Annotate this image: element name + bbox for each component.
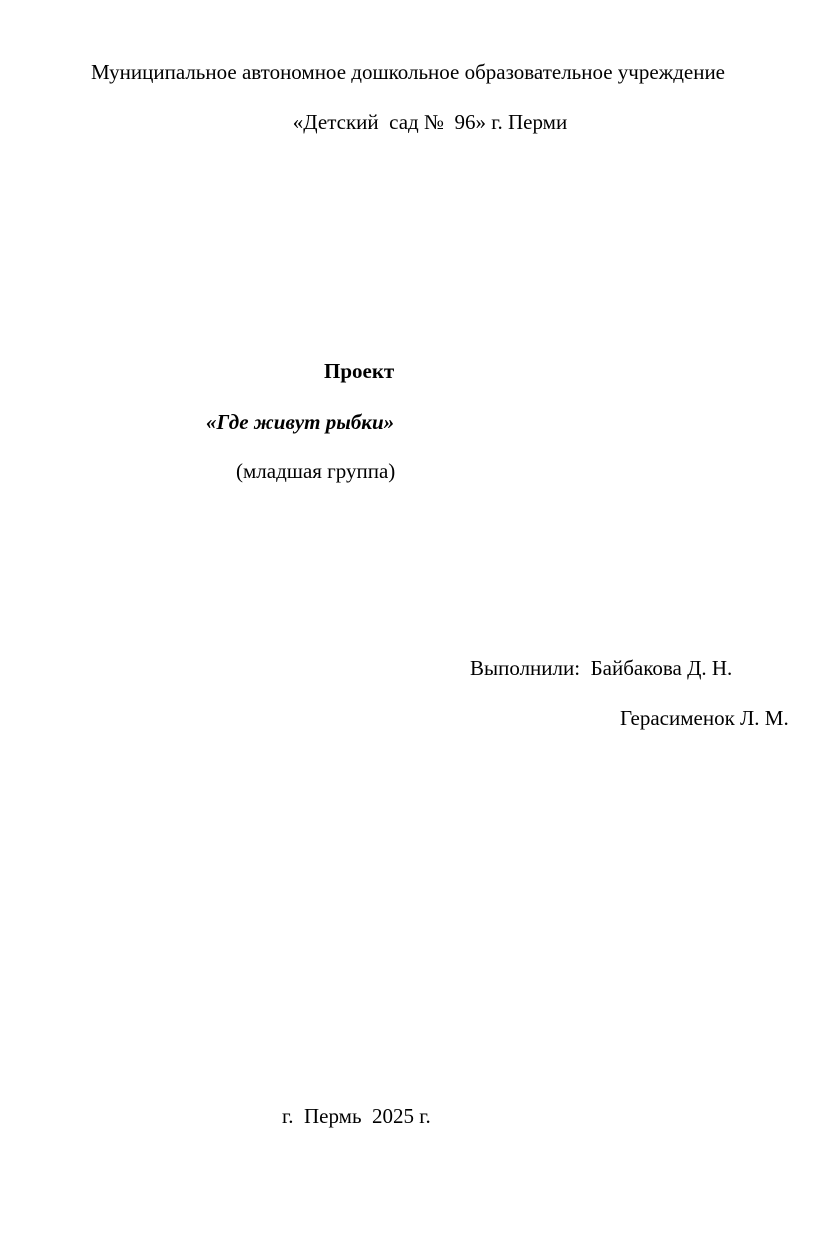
- author-1: Байбакова Д. Н.: [590, 656, 733, 680]
- kindergarten-name: «Детский сад № 96» г. Перми: [292, 110, 568, 134]
- institution-name: Муниципальное автономное дошкольное образовательное учреждение: [90, 60, 726, 84]
- author-2: Герасименок Л. М.: [620, 706, 789, 730]
- authors-prefix: Выполнили:: [470, 656, 581, 680]
- project-label: Проект: [324, 359, 395, 383]
- authors-line: [470, 658, 732, 679]
- project-group: (младшая группа): [236, 459, 396, 483]
- city-year: г. Пермь 2025 г.: [282, 1104, 431, 1128]
- project-title: «Где живут рыбки»: [206, 410, 395, 434]
